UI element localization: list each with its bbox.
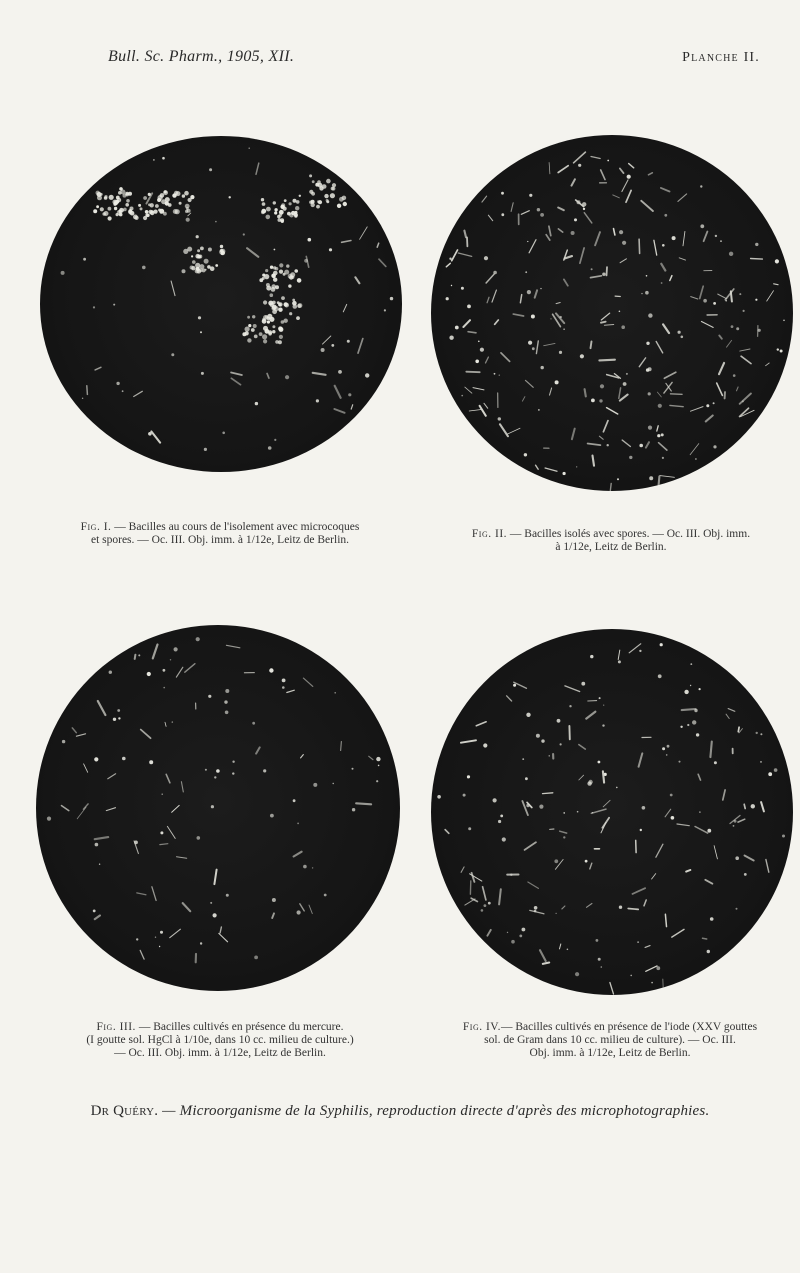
- caption-fig-3-line3: — Oc. III. Obj. imm. à 1/12e, Leitz de Berlin.: [114, 1047, 326, 1059]
- caption-fig-1-line1: — Bacilles au cours de l'isolement avec microcoques: [111, 521, 360, 533]
- micrograph-fig-2: [431, 135, 793, 491]
- caption-fig-4-lead: Fig. IV.: [462, 1021, 502, 1033]
- caption-fig-4-line1: — Bacilles cultivés en présence de l'iode (XXV gouttes: [501, 1021, 758, 1033]
- caption-fig-2-lead: Fig. II.: [471, 528, 508, 540]
- caption-fig-1-line2: et spores. — Oc. III. Obj. imm. à 1/12e, Leitz de Berlin.: [90, 534, 350, 546]
- caption-fig-1-lead: Fig. I.: [80, 521, 112, 533]
- micrograph-fig-3: [36, 625, 400, 991]
- caption-fig-3-line1: — Bacilles cultivés en présence du mercure.: [135, 1021, 344, 1033]
- micrograph-fig-1: [40, 136, 402, 472]
- caption-fig-2-line2: à 1/12e, Leitz de Berlin.: [555, 541, 667, 553]
- micrograph-fig-4: [431, 629, 793, 995]
- caption-fig-1: [30, 521, 410, 547]
- journal-header: Bull. Sc. Pharm., 1905, XII.: [108, 48, 295, 65]
- caption-fig-3-line2: (I goutte sol. HgCl à 1/10e, dans 10 cc. milieu de culture.): [86, 1034, 354, 1046]
- caption-fig-2-line1: — Bacilles isolés avec spores. — Oc. III. Obj. imm.: [507, 528, 751, 540]
- footer-title: — Microorganisme de la Syphilis, reproduction directe d'après des microphotographies.: [158, 1103, 710, 1119]
- caption-fig-4-line3: Obj. imm. à 1/12e, Leitz de Berlin.: [529, 1047, 691, 1059]
- caption-fig-4: [424, 1021, 796, 1060]
- caption-fig-2: [425, 528, 797, 554]
- plate-footer: [0, 1103, 800, 1120]
- footer-author: Dr Quéry.: [90, 1103, 159, 1119]
- caption-fig-3-lead: Fig. III.: [96, 1021, 136, 1033]
- caption-fig-3: [30, 1021, 410, 1060]
- caption-fig-4-line2: sol. de Gram dans 10 cc. milieu de culture). — Oc. III.: [484, 1034, 736, 1046]
- plate-label: Planche II.: [682, 50, 760, 65]
